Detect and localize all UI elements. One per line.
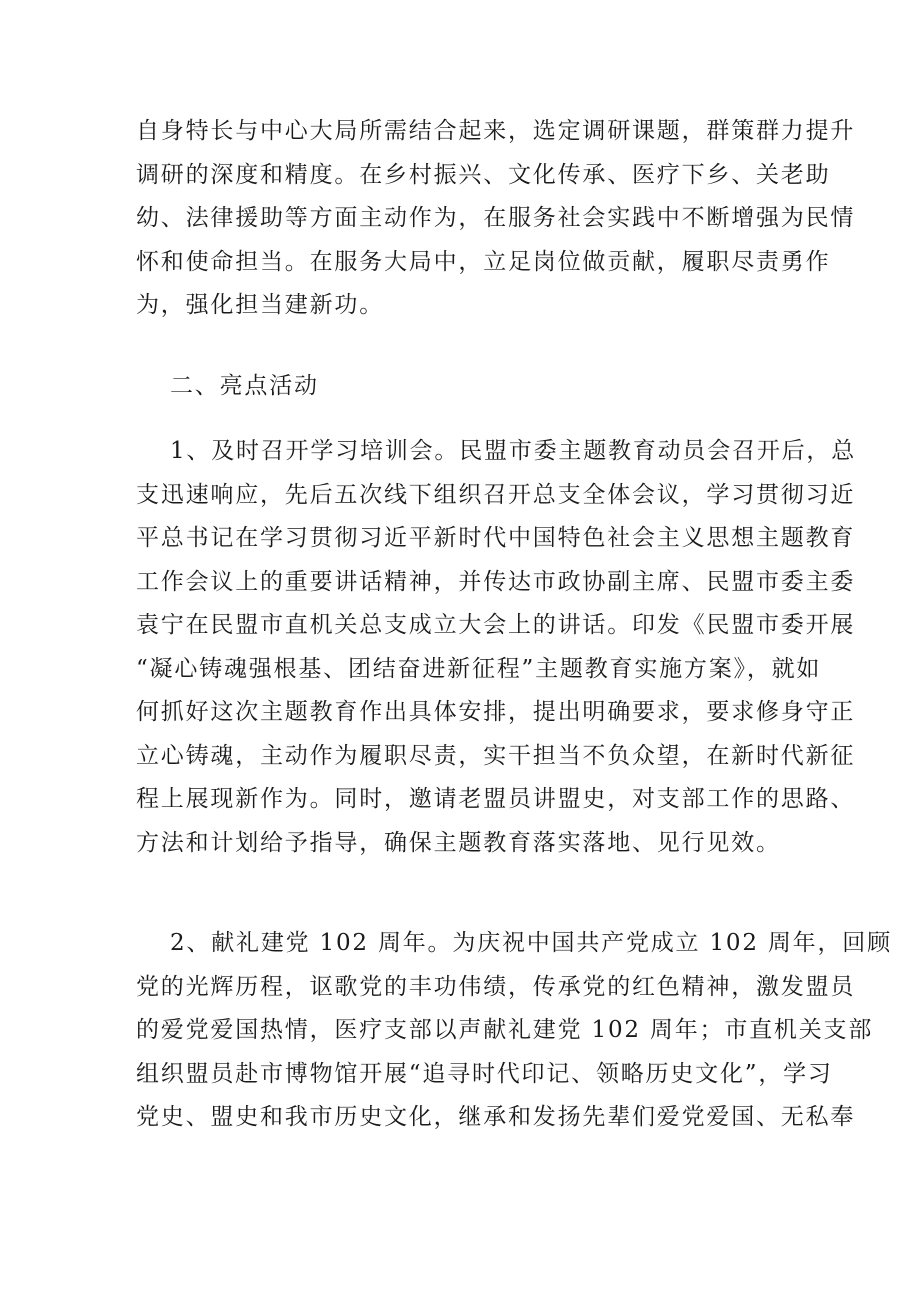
text-line: 组织盟员赴市博物馆开展“追寻时代印记、领略历史文化”，学习 [136, 1060, 833, 1087]
text-line: 为，强化担当建新功。 [136, 292, 384, 318]
text-line: 自身特长与中心大局所需结合起来，选定调研课题，群策群力提升 [136, 118, 856, 144]
section-heading-text: 二、亮点活动 [170, 373, 319, 399]
text-line: 工作会议上的重要讲话精神，并传达市政协副主席、民盟市委主委 [136, 568, 856, 595]
text-line: 的爱党爱国热情，医疗支部以声献礼建党 102 周年；市直机关支部 [136, 1017, 874, 1043]
text-line: 怀和使命担当。在服务大局中，立足岗位做贡献，履职尽责勇作 [136, 248, 831, 275]
text-line: 2、献礼建党 102 周年。为庆祝中国共产党成立 102 周年，回顾 [170, 930, 892, 956]
intro-paragraph [136, 110, 856, 328]
paragraph-party-anniversary [136, 922, 892, 1140]
text-line: 党的光辉历程，讴歌党的丰功伟绩，传承党的红色精神，激发盟员 [136, 973, 856, 1000]
text-line: 1、及时召开学习培训会。民盟市委主题教育动员会召开后，总 [170, 438, 857, 464]
text-line: 方法和计划给予指导，确保主题教育落实落地、见行见效。 [136, 829, 781, 856]
text-line: 调研的深度和精度。在乡村振兴、文化传承、医疗下乡、关老助 [136, 161, 831, 188]
text-line: 平总书记在学习贯彻习近平新时代中国特色社会主义思想主题教育 [136, 525, 856, 551]
paragraph-study-meeting [136, 430, 857, 865]
text-line: 支迅速响应，先后五次线下组织召开总支全体会议，学习贯彻习近 [136, 481, 856, 508]
text-line: 党史、盟史和我市历史文化，继承和发扬先辈们爱党爱国、无私奉 [136, 1104, 856, 1130]
text-line: 程上展现新作为。同时，邀请老盟员讲盟史，对支部工作的思路、 [136, 786, 856, 812]
text-line: “凝心铸魂强根基、团结奋进新征程”主题教育实施方案》，就如 [136, 655, 822, 682]
text-line: 何抓好这次主题教育作出具体安排，提出明确要求，要求修身守正 [136, 699, 856, 725]
text-line: 幼、法律援助等方面主动作为，在服务社会实践中不断增强为民情 [136, 205, 856, 231]
text-line: 立心铸魂，主动作为履职尽责，实干担当不负众望，在新时代新征 [136, 742, 856, 769]
section-heading [136, 365, 786, 409]
text-line: 袁宁在民盟市直机关总支成立大会上的讲话。印发《民盟市委开展 [136, 612, 856, 638]
